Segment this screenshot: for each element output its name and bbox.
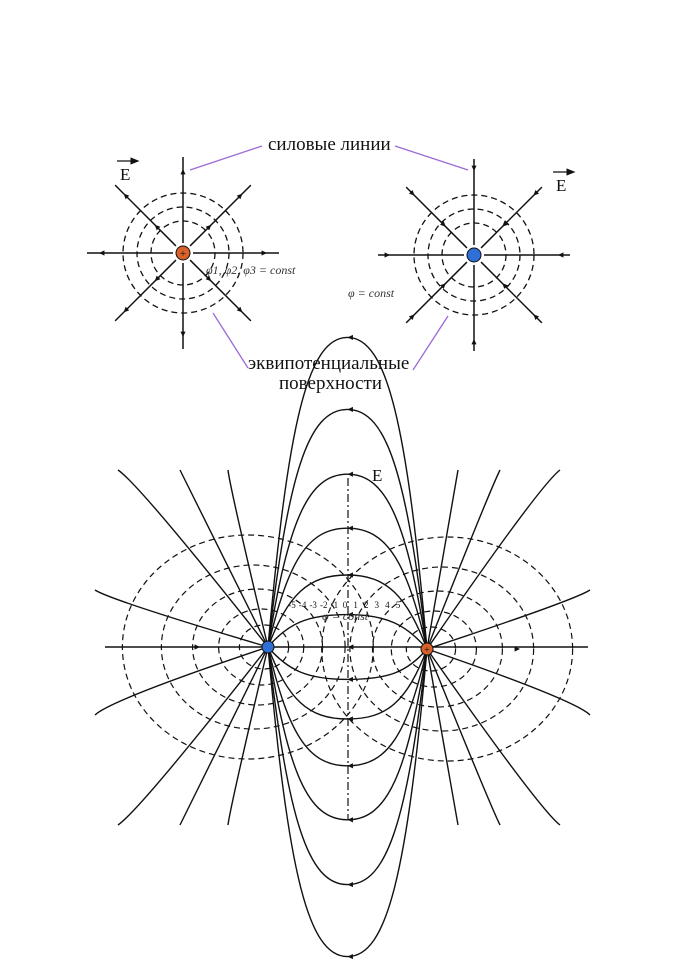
potential-label: -3 [309,600,317,610]
right-equation: φ = const [348,286,395,300]
potential-label: -1 [330,600,339,610]
pointer-line [395,146,468,170]
potential-label: -4 [298,600,307,610]
pointer-line [213,313,248,368]
dipole-field [83,335,595,959]
field-line [481,187,542,248]
positive-charge-field [87,157,279,349]
field-arrow [348,882,353,887]
field-arrow [558,252,563,257]
field-line [406,262,467,323]
field-arrow [348,954,353,959]
field-arrow [348,335,353,340]
left-equation: φ1, φ2, φ3 = const [206,263,296,277]
positive-charge-dipole-sign: + [424,645,430,656]
potential-label: 3 [374,600,380,610]
field-arrow [471,166,476,171]
field-lines-label: силовые линии [268,134,391,155]
field-arrow [262,250,267,255]
equipotential-label-line1: эквипотенциальные [248,353,410,374]
vector-e-right: E [556,176,567,195]
negative-charge [467,248,481,262]
dipole-background [83,450,595,828]
potential-label: 5 [395,600,401,610]
vector-e-bottom: E [372,466,383,485]
positive-charge-sign: + [179,248,187,260]
field-line [481,262,542,323]
field-arrow [471,339,476,344]
pointer-line [190,146,262,170]
dipole-equation: φ = const [322,609,369,623]
field-arrow [180,332,185,337]
potential-label: -2 [320,600,328,610]
vector-e-left: E [120,165,131,184]
potential-label: 0 [342,600,348,610]
potential-label: 1 [353,600,358,610]
field-arrow [348,407,353,412]
negative-charge-dipole [262,641,274,653]
field-arrow [180,169,185,174]
potential-label: -5 [288,600,296,610]
label-pointers [190,146,468,370]
potential-label: 4 [385,600,390,610]
vector-arrows [117,161,571,460]
negative-charge-field [378,159,570,351]
equipotential-label-line2: поверхности [279,373,383,394]
field-arrow [385,252,390,257]
field-line [406,187,467,248]
pointer-line [413,316,448,370]
field-arrow [99,250,104,255]
potential-label: 2 [363,600,369,610]
